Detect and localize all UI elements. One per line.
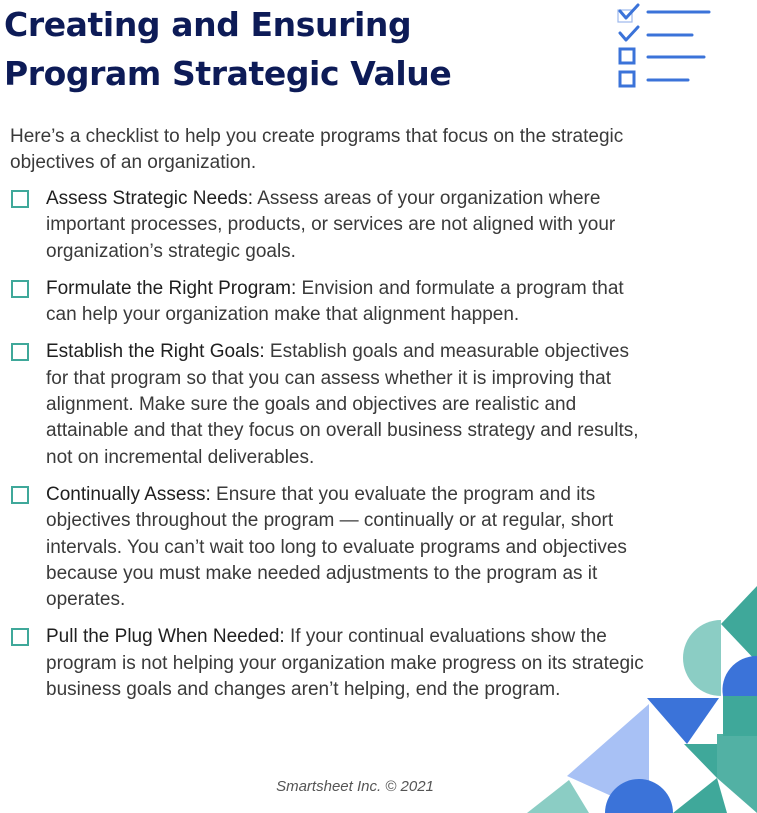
page-title-line-1: Creating and Ensuring (4, 5, 412, 44)
item-heading: Formulate the Right Program: (46, 277, 297, 299)
checkbox-icon[interactable] (11, 280, 29, 298)
decorative-geometric-shapes (527, 586, 757, 813)
item-text: Establish goals and measurable objectives for that program so that you can assess whether it is improving that alignment. Make sure the goals and objectives are realistic and attainable and that they focus on overall business strategy and results, not on incremental deliverables. (46, 341, 639, 468)
item-heading: Pull the Plug When Needed: (46, 626, 285, 648)
footer-copyright: Smartsheet Inc. © 2021 (276, 778, 434, 795)
page-title (4, 0, 451, 98)
item-text: Ensure that you evaluate the program and its objectives throughout the program — continually or at regular, short intervals. You can’t wait too long to evaluate programs and objectives because you must make needed adjustments to the program as it operates. (46, 483, 627, 611)
checkbox-icon[interactable] (11, 343, 29, 361)
checkbox-icon[interactable] (11, 628, 29, 646)
item-heading: Continually Assess: (46, 483, 211, 505)
item-text: Assess areas of your organization where important processes, products, or services are not aligned with your organization’s strategic goals. (46, 188, 616, 262)
item-text: Envision and formulate a program that can help your organization make that alignment happen. (46, 277, 624, 326)
page-title-line-2: Program Strategic Value (4, 54, 452, 93)
checklist-icon (612, 2, 712, 92)
item-heading: Assess Strategic Needs: (46, 188, 253, 209)
checkbox-icon[interactable] (11, 486, 29, 504)
checkbox-icon[interactable] (11, 190, 29, 208)
checklist-item (10, 186, 650, 265)
checklist-item (10, 339, 650, 470)
item-text: If your continual evaluations show the program is not helping your organization make progress on its strategic business goals and changes aren’t helping, end the program. (46, 626, 644, 701)
item-heading: Establish the Right Goals: (46, 341, 265, 363)
checklist-item (10, 276, 650, 329)
intro-text: Here’s a checklist to help you create programs that focus on the strategic objectives of an organization. (10, 126, 624, 173)
